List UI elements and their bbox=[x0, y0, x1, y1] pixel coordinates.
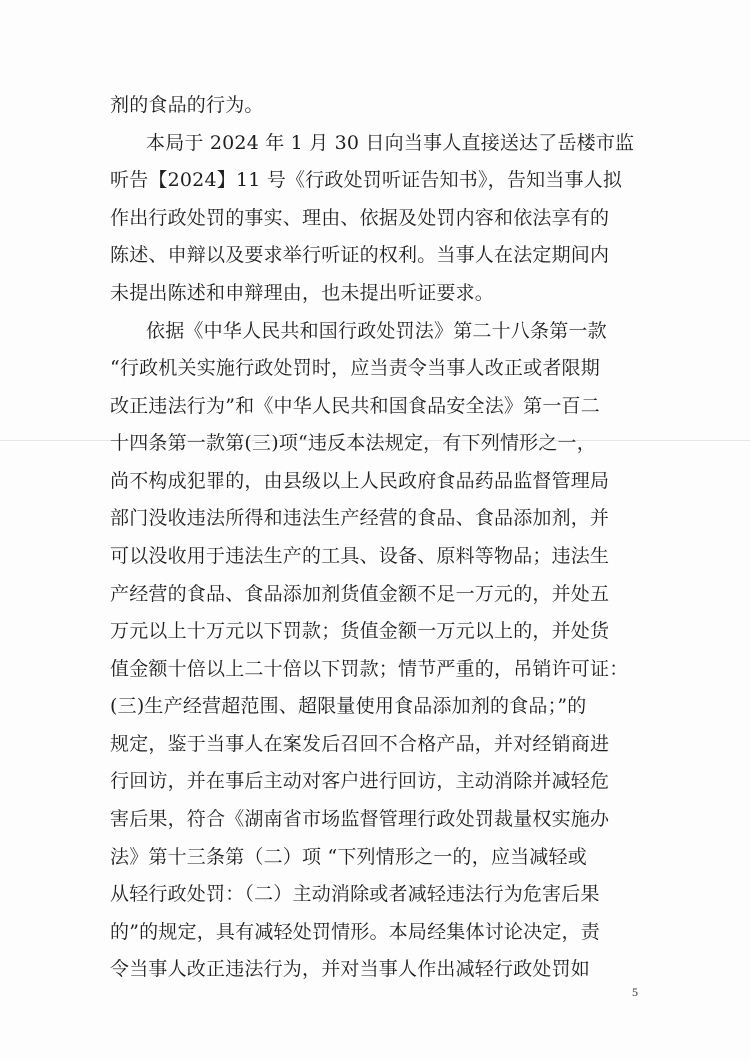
text-line-24: 令当事人改正违法行为，并对当事人作出减轻行政处罚如 bbox=[110, 958, 591, 980]
text-line-21: 法》第十三条第（二）项 “下列情形之一的，应当减轻或 bbox=[110, 846, 587, 868]
text-line-19: 行回访，并在事后主动对客户进行回访，主动消除并减轻危 bbox=[110, 770, 610, 792]
text-line-4: 作出行政处罚的事实、理由、依据及处罚内容和依法享有的 bbox=[110, 207, 610, 229]
text-line-14: 产经营的食品、食品添加剂货值金额不足一万元的，并处五 bbox=[110, 583, 610, 605]
text-line-18: 规定，鉴于当事人在案发后召回不合格产品，并对经销商进 bbox=[110, 733, 610, 755]
text-line-1: 剂的食品的行为。 bbox=[110, 94, 264, 116]
text-line-7: 依据《中华人民共和国行政处罚法》第二十八条第一款 bbox=[146, 320, 607, 342]
text-line-11: 尚不构成犯罪的，由县级以上人民政府食品药品监督管理局 bbox=[110, 470, 610, 492]
text-line-5: 陈述、申辩以及要求举行听证的权利。当事人在法定期间内 bbox=[110, 244, 610, 266]
page-number: 5 bbox=[632, 985, 638, 999]
text-line-10: 十四条第一款第(三)项“违反本法规定，有下列情形之一， bbox=[110, 432, 596, 454]
text-line-9: 改正违法行为”和《中华人民共和国食品安全法》第一百二 bbox=[110, 395, 600, 417]
text-line-17: (三)生产经营超范围、超限量使用食品添加剂的食品；”的 bbox=[110, 695, 587, 717]
text-line-16: 值金额十倍以上二十倍以下罚款；情节严重的，吊销许可证： bbox=[110, 658, 629, 680]
text-line-2: 本局于 2024 年 1 月 30 日向当事人直接送达了岳楼市监 bbox=[146, 132, 635, 154]
text-line-22: 从轻行政处罚：（二）主动消除或者减轻违法行为危害后果 bbox=[110, 883, 600, 905]
text-line-3: 听告【2024】11 号《行政处罚听证告知书》，告知当事人拟 bbox=[110, 169, 623, 191]
text-line-12: 部门没收违法所得和违法生产经营的食品、食品添加剂，并 bbox=[110, 507, 610, 529]
text-line-13: 可以没收用于违法生产的工具、设备、原料等物品；违法生 bbox=[110, 545, 610, 567]
text-line-8: “行政机关实施行政处罚时，应当责令当事人改正或者限期 bbox=[110, 357, 600, 379]
text-line-23: 的”的规定，具有减轻处罚情形。本局经集体讨论决定，责 bbox=[110, 921, 600, 943]
text-line-20: 害后果，符合《湖南省市场监督管理行政处罚裁量权实施办 bbox=[110, 808, 610, 830]
text-line-6: 未提出陈述和申辩理由，也未提出听证要求。 bbox=[110, 282, 495, 304]
text-line-15: 万元以上十万元以下罚款；货值金额一万元以上的，并处货 bbox=[110, 620, 610, 642]
